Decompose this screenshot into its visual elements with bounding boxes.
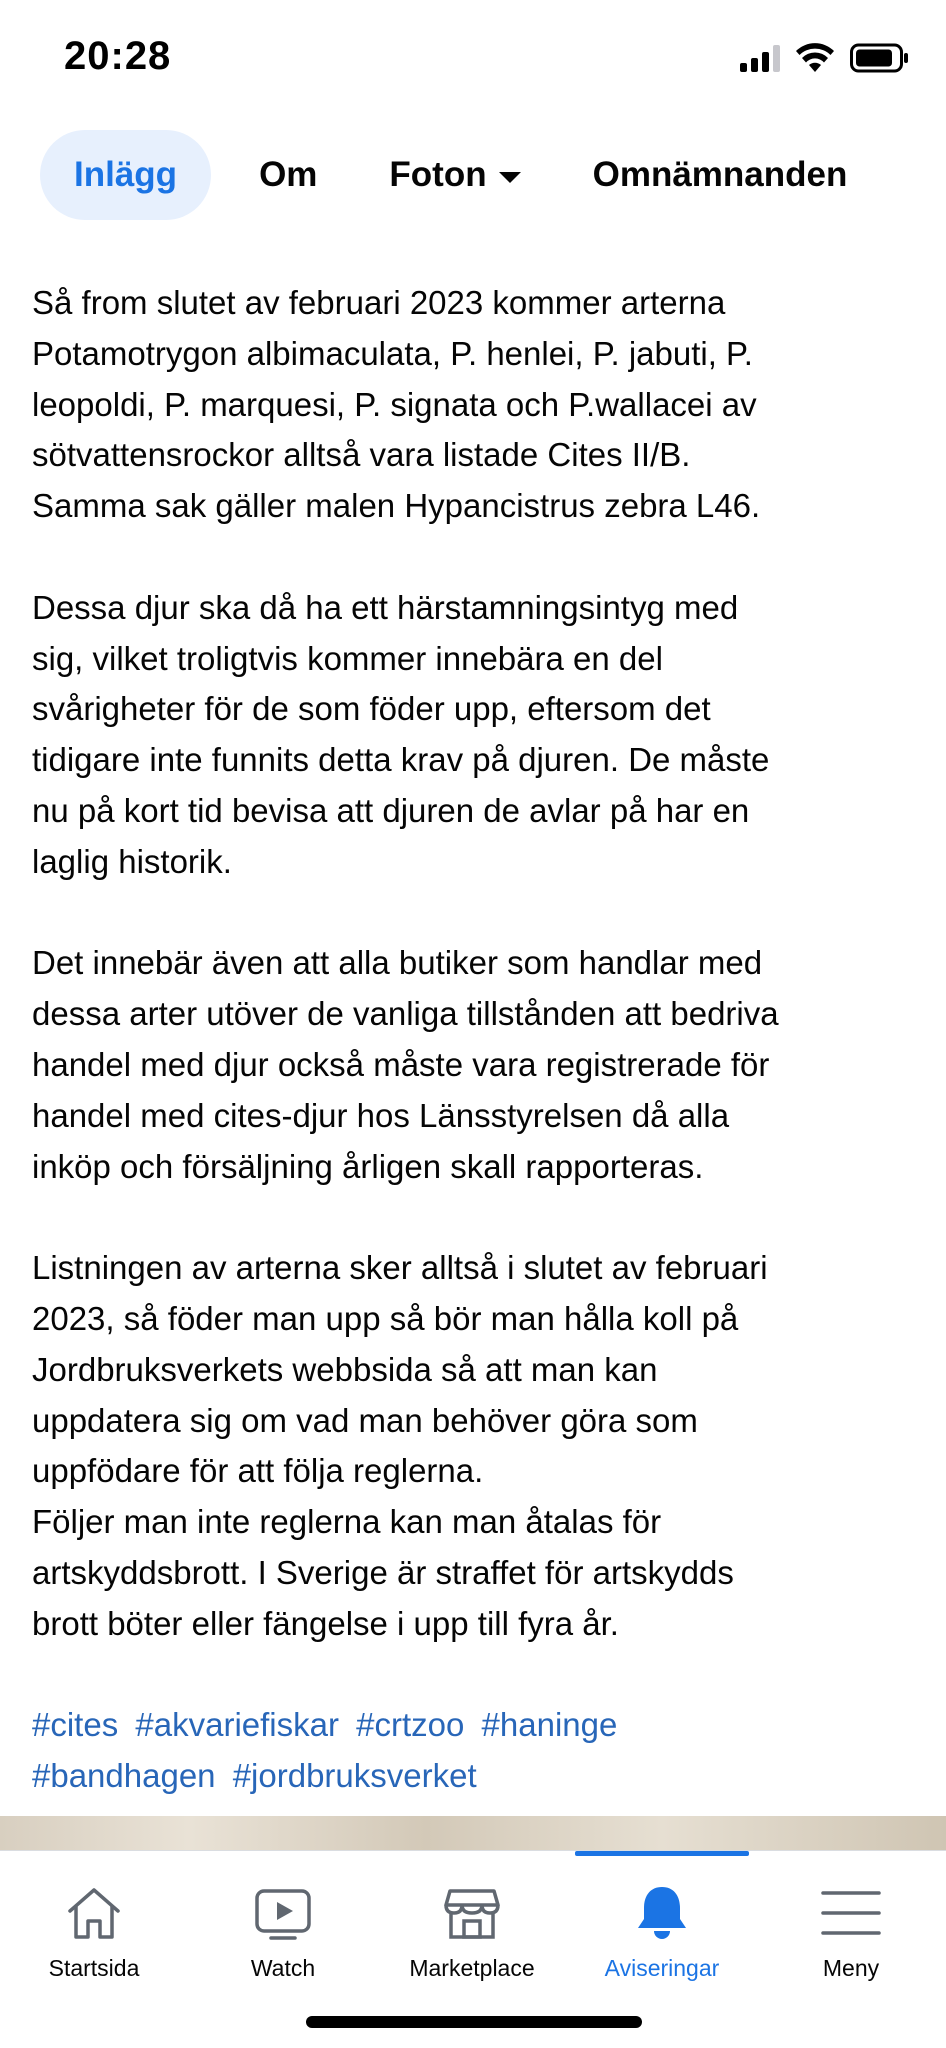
nav-startsida[interactable] bbox=[4, 1851, 184, 2001]
post-paragraph: Så from slutet av februari 2023 kommer arterna Potamotrygon albimaculata, P. henlei, P. jabuti, P. leopoldi, P. marquesi, P. signata och P.wallacei av sötvattensrockor alltså vara listade Cites II/B. Samma sak gäller malen Hypancistrus zebra L46. bbox=[32, 284, 761, 525]
tab-omnamnanden[interactable] bbox=[569, 130, 872, 220]
nav-meny-label: Meny bbox=[822, 1955, 880, 1981]
hashtag-list bbox=[32, 1700, 922, 1802]
post-paragraph: Listningen av arterna sker alltså i slutet av februari 2023, så föder man upp så bör man hålla koll på Jordbruksverkets webbsida så att man kan uppdatera sig om vad man behöver göra som uppfödare för att följa reglerna. Följer man inte reglerna kan man åtalas för artskyddsbrott. I Sverige är straffet för artskydds brott böter eller fängelse i upp till fyra år. bbox=[32, 1249, 768, 1642]
nav-aviseringar-label: Aviseringar bbox=[604, 1955, 720, 1981]
tab-inlagg[interactable] bbox=[40, 130, 211, 220]
video-icon bbox=[251, 1881, 315, 1945]
profile-tabs bbox=[0, 120, 946, 230]
tab-omnamnanden-label: Omnämnanden bbox=[592, 155, 848, 194]
post-paragraph: Det innebär även att alla butiker som handlar med dessa arter utöver de vanliga tillstånden att bedriva handel med djur också måste vara registrerade för handel med cites-djur hos Länsstyrelsen då alla inköp och försäljning årligen skall rapporteras. bbox=[32, 944, 779, 1185]
tab-om[interactable] bbox=[235, 130, 341, 220]
tab-foton-label: Foton bbox=[389, 155, 487, 194]
hashtag-link[interactable]: #jordbruksverket bbox=[232, 1757, 477, 1795]
battery-icon bbox=[850, 43, 910, 73]
tab-inlagg-label: Inlägg bbox=[74, 155, 178, 194]
post-image[interactable] bbox=[0, 1816, 946, 1852]
nav-startsida-label: Startsida bbox=[48, 1955, 140, 1981]
nav-aviseringar[interactable] bbox=[572, 1851, 752, 2001]
status-time: 20:28 bbox=[64, 34, 172, 78]
menu-icon bbox=[819, 1881, 883, 1945]
nav-marketplace[interactable] bbox=[382, 1851, 562, 2001]
nav-marketplace-label: Marketplace bbox=[409, 1955, 535, 1981]
cellular-signal-icon bbox=[740, 44, 780, 72]
caret-down-icon bbox=[499, 172, 521, 183]
wifi-icon bbox=[796, 43, 834, 73]
tab-foton[interactable] bbox=[365, 130, 544, 220]
home-indicator bbox=[306, 2016, 642, 2028]
status-bar bbox=[0, 0, 946, 110]
post-body bbox=[32, 278, 922, 1802]
home-icon bbox=[62, 1881, 126, 1945]
hashtag-link[interactable]: #akvariefiskar bbox=[135, 1706, 339, 1744]
nav-watch[interactable] bbox=[193, 1851, 373, 2001]
hashtag-link[interactable]: #bandhagen bbox=[32, 1757, 216, 1795]
status-icons bbox=[740, 38, 910, 78]
hashtag-link[interactable]: #crtzoo bbox=[356, 1706, 465, 1744]
post-paragraph: Dessa djur ska då ha ett härstamningsintyg med sig, vilket troligtvis kommer innebära en del svårigheter för de som föder upp, eftersom det tidigare inte funnits detta krav på djuren. De måste nu på kort tid bevisa att djuren de avlar på har en laglig historik. bbox=[32, 588, 770, 880]
nav-watch-label: Watch bbox=[250, 1955, 316, 1981]
store-icon bbox=[440, 1881, 504, 1945]
hashtag-link[interactable]: #cites bbox=[32, 1706, 119, 1744]
hashtag-link[interactable]: #haninge bbox=[481, 1706, 618, 1744]
bell-icon bbox=[630, 1881, 694, 1945]
tab-om-label: Om bbox=[259, 155, 318, 194]
nav-meny[interactable] bbox=[761, 1851, 941, 2001]
